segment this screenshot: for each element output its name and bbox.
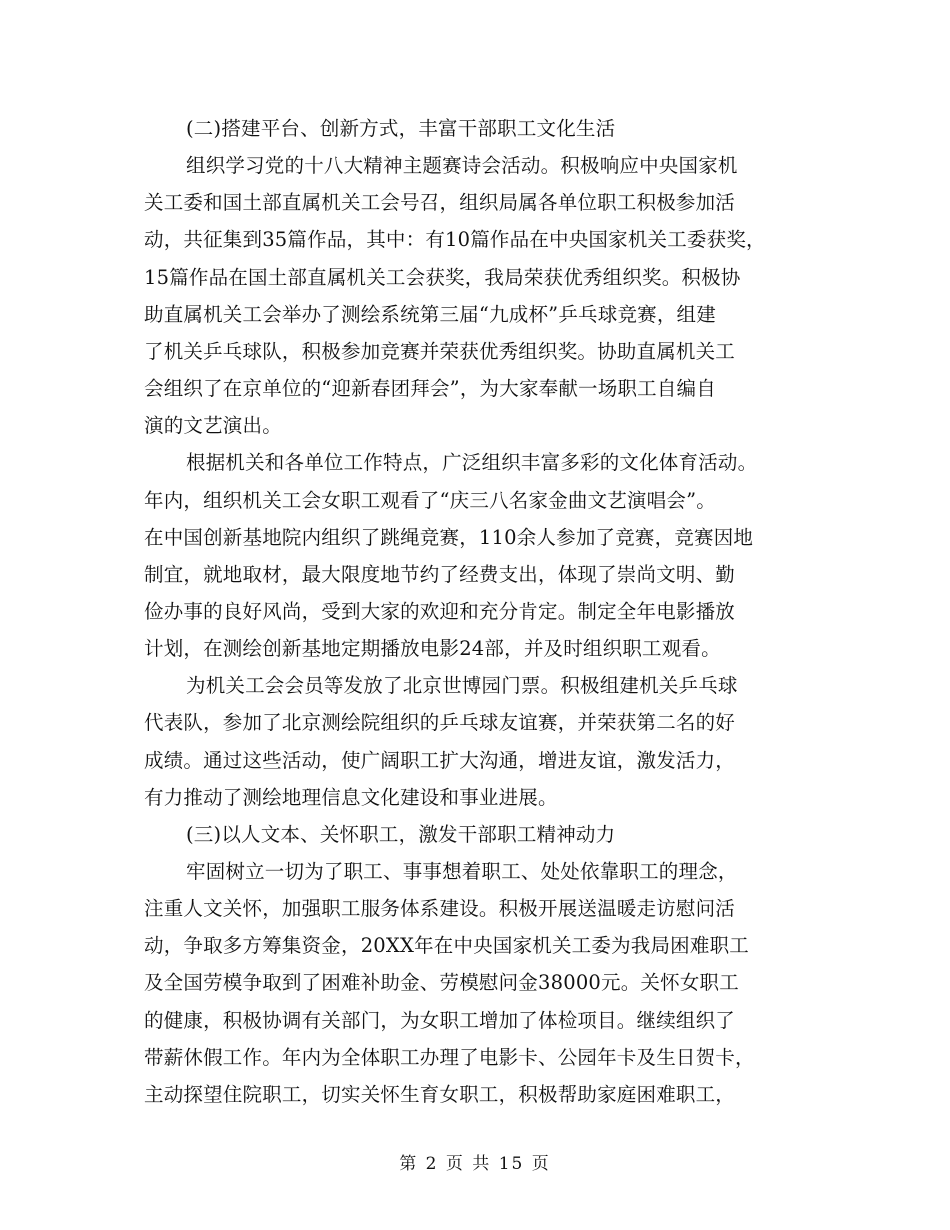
text-line: 会组织了在京单位的“迎新春团拜会”，为大家奉献一场职工自编自 — [144, 377, 716, 401]
text-line: 在中国创新基地院内组织了跳绳竞赛，110余人参加了竞赛，竞赛因地 — [144, 525, 754, 549]
text-line: 关工委和国土部直属机关工会号召，组织局属各单位职工积极参加活 — [144, 191, 736, 215]
page-footer: 第 2 页 共 15 页 — [399, 1154, 551, 1174]
text-line: 根据机关和各单位工作特点，广泛组织丰富多彩的文化体育活动。 — [186, 451, 758, 475]
text-line: 注重人文关怀，加强职工服务体系建设。积极开展送温暖走访慰问活 — [144, 897, 736, 921]
text-line: 组织学习党的十八大精神主题赛诗会活动。积极响应中央国家机 — [186, 154, 738, 178]
text-line: 动，共征集到35篇作品，其中：有10篇作品在中央国家机关工委获奖， — [144, 228, 766, 252]
text-line: 成绩。通过这些活动，使广阔职工扩大沟通，增进友谊，激发活力， — [144, 748, 736, 772]
text-line: 年内，组织机关工会女职工观看了“庆三八名家金曲文艺演唱会”。 — [144, 488, 716, 512]
text-line: 助直属机关工会举办了测绘系统第三届“九成杯”乒乓球竞赛，组建 — [144, 302, 716, 326]
text-line: 计划，在测绘创新基地定期播放电影24部，并及时组织职工观看。 — [144, 637, 721, 661]
text-line: 代表队，参加了北京测绘院组织的乒乓球友谊赛，并荣获第二名的好 — [144, 711, 736, 735]
text-line: 主动探望住院职工，切实关怀生育女职工，积极帮助家庭困难职工， — [144, 1082, 736, 1106]
text-line: 有力推动了测绘地理信息文化建设和事业进展。 — [144, 785, 558, 809]
text-line: 带薪休假工作。年内为全体职工办理了电影卡、公园年卡及生日贺卡， — [144, 1045, 755, 1069]
text-line: 为机关工会会员等发放了北京世博园门票。积极组建机关乒乓球 — [186, 674, 738, 698]
text-line: 及全国劳模争取到了困难补助金、劳模慰问金38000元。关怀女职工 — [144, 971, 739, 995]
text-line: 15篇作品在国土部直属机关工会获奖，我局荣获优秀组织奖。积极协 — [144, 265, 741, 289]
text-line: 制宜，就地取材，最大限度地节约了经费支出，体现了崇尚文明、勤 — [144, 562, 736, 586]
text-line: (二)搭建平台、创新方式，丰富干部职工文化生活 — [186, 117, 616, 140]
text-line: 牢固树立一切为了职工、事事想着职工、处处依靠职工的理念， — [186, 860, 738, 883]
text-line: 俭办事的良好风尚，受到大家的欢迎和充分肯定。制定全年电影播放 — [144, 599, 736, 623]
text-line: 动，争取多方筹集资金，20XX年在中央国家机关工委为我局困难职工 — [144, 934, 749, 958]
text-line: 演的文艺演出。 — [144, 414, 282, 438]
text-line: 的健康，积极协调有关部门，为女职工增加了体检项目。继续组织了 — [144, 1008, 736, 1032]
text-line: (三)以人文本、关怀职工，激发干部职工精神动力 — [186, 822, 616, 846]
text-line: 了机关乒乓球队，积极参加竞赛并荣获优秀组织奖。协助直属机关工 — [144, 339, 736, 363]
